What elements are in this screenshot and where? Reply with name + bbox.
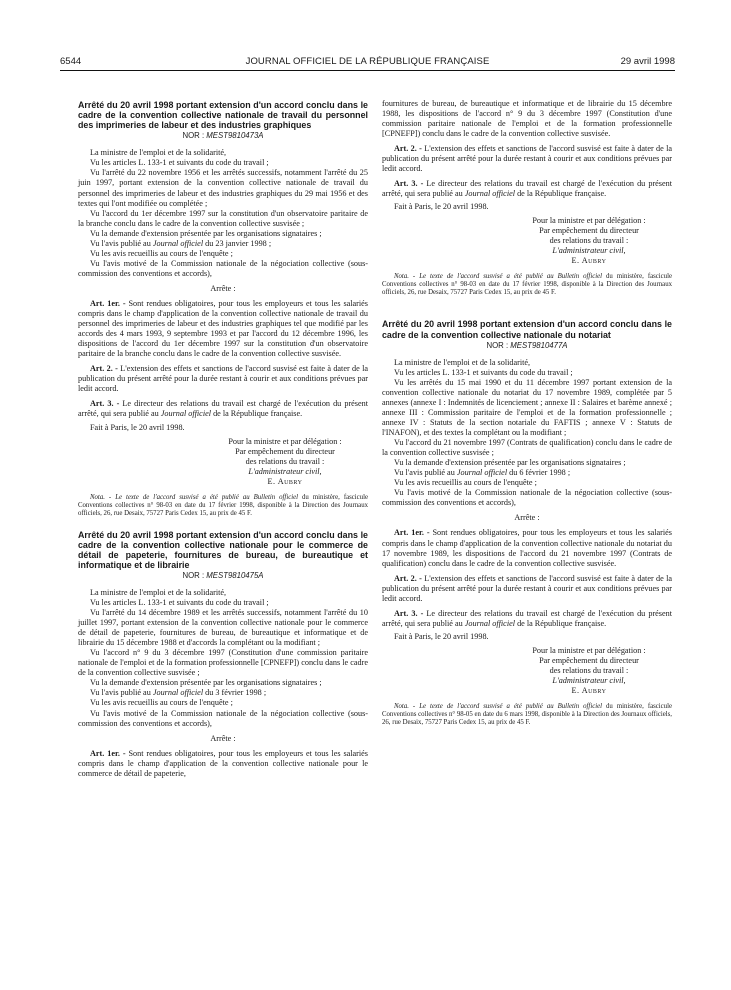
signature-place-date: Fait à Paris, le 20 avril 1998. xyxy=(394,202,489,212)
arrete-heading: Arrête : xyxy=(514,513,540,523)
paragraph: Vu la demande d'extension présentée par les organisations signataires ; xyxy=(90,678,322,688)
article-2: Art. 2. - L'extension des effets et sanctions de l'accord susvisé est faite à dater de la publication du présent arrêté pour la durée restant à courir et aux conditions prévues par ledit accord. xyxy=(382,144,673,174)
paragraph: La ministre de l'emploi et de la solidarité, xyxy=(90,587,227,597)
signature-block: Pour la ministre et par délégation : Par empêchement du directeur des relations du travail : L'administrateur civil, E. Aubry xyxy=(228,436,342,486)
left-column xyxy=(78,100,368,779)
page-number: 6544 xyxy=(60,56,82,67)
decree-2-title: Arrêté du 20 avril 1998 portant extension d'un accord conclu dans le cadre de la convention collective nationale pour le commerce de détail de papeterie, fournitures de bureau, de bureautique et informatique et de librairie xyxy=(78,529,368,570)
signature-block: Pour la ministre et par délégation : Par empêchement du directeur des relations du travail : L'administrateur civil, E. Aubry xyxy=(532,216,646,266)
paragraph: Vu la demande d'extension présentée par les organisations signataires ; xyxy=(394,458,626,468)
paragraph: La ministre de l'emploi et de la solidarité, xyxy=(90,148,227,158)
paragraph: Vu les articles L. 133-1 et suivants du code du travail ; xyxy=(90,598,269,608)
page-header xyxy=(60,56,675,71)
article-1: Art. 1er. - Sont rendues obligatoires, pour tous les employeurs et tous les salariés compris dans le champ d'application de la convention collective nationale de travail du personnel des imprimeries de labeur et des industries graphiques tel que modifié par les accords des 4 mars 1993, 9 septembre 1993 et par l'accord du 12 décembre 1996, les dispositions de l'accord du 1er décembre 1997 sur la constitution d'un observatoire paritaire de la branche conclu dans le cadre de la convention collective susvisée. xyxy=(78,298,368,359)
publication-date: 29 avril 1998 xyxy=(620,56,675,67)
paragraph: Vu les avis recueillis au cours de l'enquête ; xyxy=(90,698,233,708)
paragraph: Vu l'avis publié au Journal officiel du 23 janvier 1998 ; xyxy=(90,238,272,248)
decree-1-title: Arrêté du 20 avril 1998 portant extension d'un accord conclu dans le cadre de la convention collective nationale de travail du personnel des imprimeries de labeur et des industries graphiques xyxy=(78,100,368,131)
footnote: Nota. - Le texte de l'accord susvisé a été publié au Bulletin officiel du ministère, fascicule Conventions collectives n° 98-05 en date du 6 mars 1998, disponible à la Direction des Journaux officiels, 26, rue Desaix, 75727 Paris Cedex 15, au prix de 45 F. xyxy=(382,702,672,726)
paragraph: Vu l'avis publié au Journal officiel du 3 février 1998 ; xyxy=(90,688,267,698)
paragraph: Vu l'accord du 1er décembre 1997 sur la constitution d'un observatoire paritaire de la branche conclu dans le cadre de la convention collective susvisée ; xyxy=(78,208,368,228)
arrete-heading: Arrête : xyxy=(210,733,236,743)
footnote: Nota. - Le texte de l'accord susvisé a été publié au Bulletin officiel du ministère, fascicule Conventions collectives n° 98-03 en date du 17 février 1998, disponible à la Direction des Journaux officiels, 26, rue Desaix, 75727 Paris Cedex 15, au prix de 45 F. xyxy=(78,493,368,517)
decree-1-nor: NOR : MESТ9810473A xyxy=(182,131,264,141)
decree-3-nor: NOR : MEST9810477A xyxy=(486,340,568,350)
paragraph: Vu les arrêtés du 15 mai 1990 et du 11 décembre 1997 portant extension de la convention collective nationale du notariat du 17 novembre 1989, complétée par 5 annexes (annexe I : Indemnités de licenciement ; annexe II : Salaires et barème annexé ; annexe III : Commission paritaire de l'emploi et de la formation professionnelle ; annexe IV : Statuts de la section notariale du FAFTIS ; annexe V : Statuts de l'INAFON), et des textes la complétant ou la modifiant ; xyxy=(382,377,672,438)
article-3: Art. 3. - Le directeur des relations du travail est chargé de l'exécution du présent arrêté, qui sera publié au Journal officiel de la République française. xyxy=(382,179,672,199)
paragraph: La ministre de l'emploi et de la solidarité, xyxy=(394,357,531,367)
paragraph: Vu l'avis motivé de la Commission nationale de la négociation collective (sous-commission des conventions et accords), xyxy=(78,708,368,728)
signature-place-date: Fait à Paris, le 20 avril 1998. xyxy=(90,422,185,432)
signature-block: Pour la ministre et par délégation : Par empêchement du directeur des relations du travail : L'administrateur civil, E. Aubry xyxy=(532,645,646,695)
paragraph: Vu l'avis publié au Journal officiel du 6 février 1998 ; xyxy=(394,468,571,478)
paragraph: Vu l'avis motivé de la Commission nationale de la négociation collective (sous-commission des conventions et accords), xyxy=(382,488,672,508)
right-column xyxy=(382,99,672,727)
footnote: Nota. - Le texte de l'accord susvisé a été publié au Bulletin officiel du ministère, fascicule Conventions collectives n° 98-03 en date du 17 février 1998, disponible à la Direction des Journaux officiels, 26, rue Desaix, 75727 Paris Cedex 15, au prix de 45 F. xyxy=(382,273,672,297)
article-3: Art. 3. - Le directeur des relations du travail est chargé de l'exécution du présent arrêté, qui sera publié au Journal officiel de la République française. xyxy=(382,608,672,628)
article-2: Art. 2. - L'extension des effets et sanctions de l'accord susvisé est faite à dater de la publication du présent arrêté pour la durée restant à courir et aux conditions prévues par ledit accord. xyxy=(382,573,673,603)
paragraph: Vu l'arrêté du 14 décembre 1989 et les arrêtés successifs, notamment l'arrêté du 10 juillet 1997, portant extension de la convention collective nationale pour le commerce de détail de papeterie, fournitures de bureau, de bureautique et informatique et de librairie du 15 décembre 1988 et d'accords la complétant ou la modifiant ; xyxy=(78,608,368,648)
paragraph: Vu les avis recueillis au cours de l'enquête ; xyxy=(90,248,233,258)
paragraph: Vu les articles L. 133-1 et suivants du code du travail ; xyxy=(90,158,269,168)
article-1: Art. 1er. - Sont rendues obligatoires, pour tous les employeurs et tous les salariés compris dans le champ d'application de la convention collective nationale du notariat du 17 novembre 1989, les dispositions de l'accord du 21 novembre 1997 (Contrats de qualification) conclu dans le cadre de la convention collective susvisée. xyxy=(382,528,672,568)
paragraph: Vu l'arrêté du 22 novembre 1956 et les arrêtés successifs, notamment l'arrêté du 25 juin 1997, portant extension de la convention collective nationale de travail du personnel des imprimeries de labeur et des industries graphiques du 29 mai 1956 et des textes qui l'ont modifiée ou complétée ; xyxy=(78,168,368,208)
arrete-heading: Arrête : xyxy=(210,283,236,293)
paragraph: Vu les articles L. 133-1 et suivants du code du travail ; xyxy=(394,367,573,377)
article-1: Art. 1er. - Sont rendues obligatoires, pour tous les employeurs et tous les salariés compris dans le champ d'application de la convention collective nationale pour le commerce de détail de papeterie, xyxy=(78,748,368,778)
paragraph: Vu l'avis motivé de la Commission nationale de la négociation collective (sous-commission des conventions et accords), xyxy=(78,258,368,278)
article-3: Art. 3. - Le directeur des relations du travail est chargé de l'exécution du présent arrêté, qui sera publié au Journal officiel de la République française. xyxy=(78,399,368,419)
article-2: Art. 2. - L'extension des effets et sanctions de l'accord susvisé est faite à dater de la publication du présent arrêté pour la durée restant à courir et aux conditions prévues par ledit accord. xyxy=(78,364,369,394)
journal-title: JOURNAL OFFICIEL DE LA RÉPUBLIQUE FRANÇAISE xyxy=(245,56,490,67)
paragraph: Vu la demande d'extension présentée par les organisations signataires ; xyxy=(90,228,322,238)
article-continuation: fournitures de bureau, de bureautique et informatique et de librairie du 15 décembre 1988, les dispositions de l'accord n° 9 du 3 décembre 1997 (Constitution d'une commission paritaire nationale de l'emploi et de la formation professionnelle [CPNEFP]) conclu dans le cadre de la convention collective susvisée. xyxy=(382,99,672,139)
paragraph: Vu l'accord n° 9 du 3 décembre 1997 (Constitution d'une commission paritaire nationale de l'emploi et de la formation professionnelle [CPNEFP]) conclu dans le cadre de la convention collective susvisée ; xyxy=(78,648,368,678)
signature-place-date: Fait à Paris, le 20 avril 1998. xyxy=(394,631,489,641)
decree-3-title: Arrêté du 20 avril 1998 portant extension d'un accord conclu dans le cadre de la convention collective nationale du notariat xyxy=(382,319,672,340)
paragraph: Vu les avis recueillis au cours de l'enquête ; xyxy=(394,478,537,488)
decree-2-nor: NOR : MEST9810475A xyxy=(182,570,264,580)
paragraph: Vu l'accord du 21 novembre 1997 (Contrats de qualification) conclu dans le cadre de la convention collective susvisée ; xyxy=(382,438,672,458)
